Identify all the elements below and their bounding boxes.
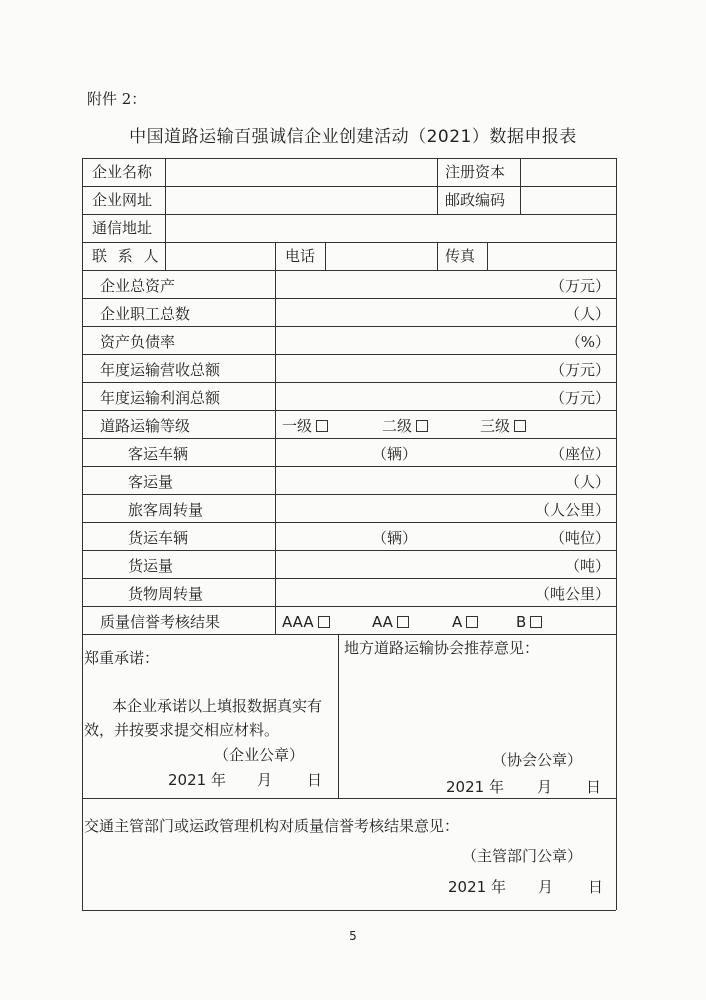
rating-option-a[interactable]: [452, 612, 478, 632]
form-title: 中国道路运输百强诚信企业创建活动（2021）数据申报表: [129, 127, 577, 147]
phone-label: 电话: [285, 247, 316, 265]
employee-count-label: 企业职工总数: [100, 305, 191, 323]
transport-grade-label: 道路运输等级: [100, 417, 191, 435]
rating-option-aa-label: AA: [372, 613, 393, 631]
passenger-vehicles-mid-unit: （辆）: [372, 445, 418, 463]
association-day: 日: [586, 778, 602, 796]
passenger-volume-label: 客运量: [128, 473, 174, 491]
total-assets-unit: （万元）: [549, 277, 610, 295]
authority-month: 月: [538, 878, 554, 896]
freight-vehicles-mid-unit: （辆）: [372, 529, 418, 547]
commitment-day: 日: [307, 771, 323, 789]
website-label: 企业网址: [92, 191, 153, 209]
annual-profit-unit: （万元）: [549, 389, 610, 407]
authority-title: 交通主管部门或运政管理机构对质量信誉考核结果意见：: [84, 817, 460, 835]
postal-code-label: 邮政编码: [445, 191, 506, 209]
rating-option-aaa[interactable]: [282, 612, 330, 632]
grade-option-2[interactable]: [382, 416, 428, 436]
contact-label: 联 系 人: [92, 247, 162, 265]
passenger-turnover-label: 旅客周转量: [128, 501, 204, 519]
freight-turnover-label: 货物周转量: [128, 585, 204, 603]
freight-vehicles-label: 货运车辆: [128, 529, 189, 547]
association-title: 地方道路运输协会推荐意见：: [344, 639, 540, 657]
company-name-label: 企业名称: [92, 163, 153, 181]
grade-option-3[interactable]: [480, 416, 526, 436]
authority-seal-label: （主管部门公章）: [462, 847, 583, 865]
grade-option-1-label: 一级: [282, 417, 313, 435]
association-seal-label: （协会公章）: [492, 751, 583, 769]
attachment-label: 附件 2：: [87, 90, 147, 108]
page-number: 5: [349, 929, 357, 943]
debt-ratio-label: 资产负债率: [100, 333, 176, 351]
freight-volume-unit: （吨）: [564, 557, 610, 575]
association-month: 月: [537, 778, 553, 796]
freight-turnover-unit: （吨公里）: [534, 585, 610, 603]
quality-rating-label: 质量信誉考核结果: [100, 613, 221, 631]
freight-volume-label: 货运量: [128, 557, 174, 575]
association-year: 2021 年: [446, 778, 504, 796]
authority-day: 日: [588, 878, 604, 896]
annual-revenue-unit: （万元）: [549, 361, 610, 379]
fax-label: 传真: [445, 247, 476, 265]
grade-option-3-label: 三级: [480, 417, 511, 435]
annual-profit-label: 年度运输利润总额: [100, 389, 221, 407]
commitment-month: 月: [257, 771, 273, 789]
rating-option-b[interactable]: [516, 612, 542, 632]
passenger-vehicles-unit: （座位）: [549, 445, 610, 463]
freight-vehicles-unit: （吨位）: [549, 529, 610, 547]
rating-option-b-label: B: [516, 613, 527, 631]
annual-revenue-label: 年度运输营收总额: [100, 361, 221, 379]
passenger-volume-unit: （人）: [564, 473, 610, 491]
rating-option-aaa-label: AAA: [282, 613, 314, 631]
checkbox-icon[interactable]: [316, 420, 328, 432]
checkbox-icon[interactable]: [318, 616, 330, 628]
grade-option-2-label: 二级: [382, 417, 413, 435]
authority-year: 2021 年: [448, 878, 506, 896]
total-assets-label: 企业总资产: [100, 277, 176, 295]
commitment-title: 郑重承诺：: [84, 649, 160, 667]
debt-ratio-unit: （%）: [565, 333, 610, 351]
checkbox-icon[interactable]: [416, 420, 428, 432]
address-label: 通信地址: [92, 219, 153, 237]
checkbox-icon[interactable]: [397, 616, 409, 628]
checkbox-icon[interactable]: [514, 420, 526, 432]
checkbox-icon[interactable]: [530, 616, 542, 628]
grade-option-1[interactable]: [282, 416, 328, 436]
commitment-line-1: 本企业承诺以上填报数据真实有: [112, 697, 323, 715]
commitment-year: 2021 年: [168, 771, 226, 789]
company-seal-label: （企业公章）: [214, 746, 305, 764]
rating-option-a-label: A: [452, 613, 463, 631]
checkbox-icon[interactable]: [466, 616, 478, 628]
commitment-line-2: 效，并按要求提交相应材料。: [84, 721, 280, 739]
passenger-vehicles-label: 客运车辆: [128, 445, 189, 463]
passenger-turnover-unit: （人公里）: [534, 501, 610, 519]
registered-capital-label: 注册资本: [445, 163, 506, 181]
rating-option-aa[interactable]: [372, 612, 409, 632]
employee-count-unit: （人）: [564, 305, 610, 323]
